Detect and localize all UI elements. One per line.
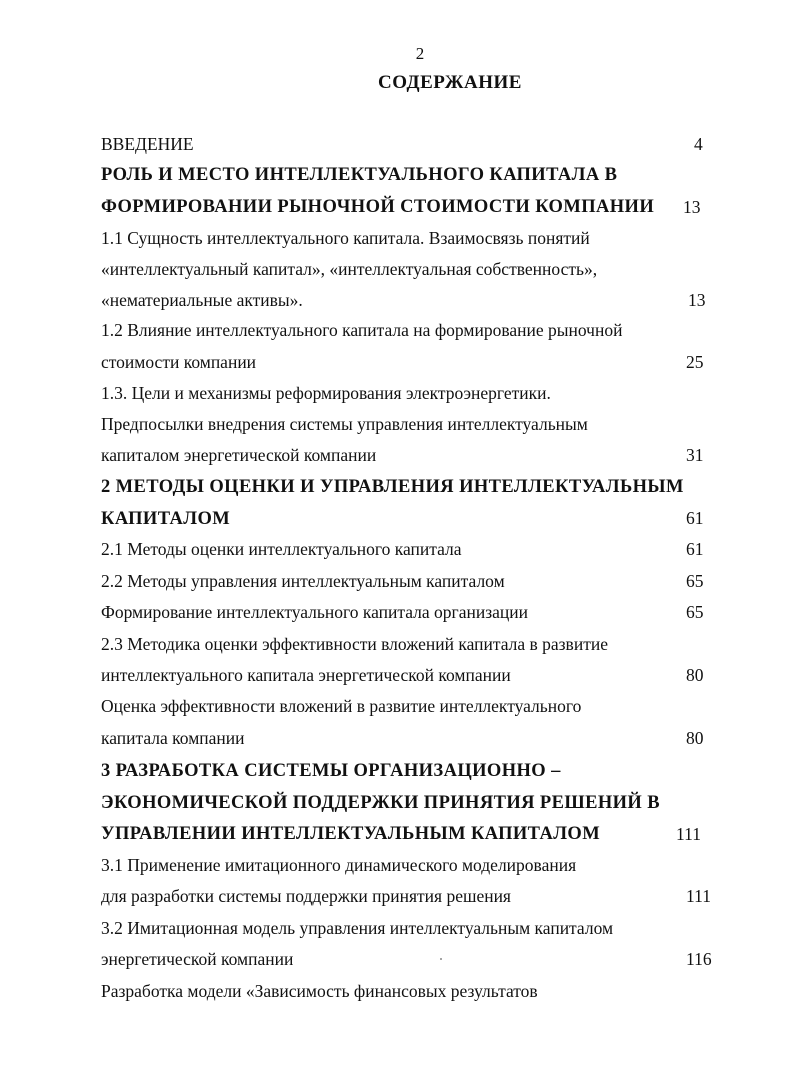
toc-section-2-1: 2.1 Методы оценки интеллектуального капитала xyxy=(101,539,462,559)
toc-page-number: 80 xyxy=(686,665,704,685)
toc-section-1-2-line-1: 1.2 Влияние интеллектуального капитала на формирование рыночной xyxy=(101,320,623,340)
toc-chapter-3-line-2: ЭКОНОМИЧЕСКОЙ ПОДДЕРЖКИ ПРИНЯТИЯ РЕШЕНИЙ В xyxy=(101,793,660,813)
toc-section-3-2-line-1: 3.2 Имитационная модель управления интеллектуальным капиталом xyxy=(101,918,614,938)
toc-page-number: 25 xyxy=(686,352,704,372)
toc-entry-introduction: ВВЕДЕНИЕ xyxy=(101,134,194,154)
toc-page-number: 13 xyxy=(688,290,706,310)
toc-chapter-1-line-1: РОЛЬ И МЕСТО ИНТЕЛЛЕКТУАЛЬНОГО КАПИТАЛА В xyxy=(101,165,618,185)
toc-chapter-2-line-2: КАПИТАЛОМ xyxy=(101,509,231,529)
toc-section-1-3-line-2: Предпосылки внедрения системы управления интеллектуальным xyxy=(101,414,588,434)
toc-chapter-2-line-1: 2 МЕТОДЫ ОЦЕНКИ И УПРАВЛЕНИЯ ИНТЕЛЛЕКТУАЛЬНЫМ xyxy=(101,477,684,497)
toc-subsection-3-2-line-1: Разработка модели «Зависимость финансовых результатов xyxy=(101,981,538,1001)
toc-section-2-2: 2.2 Методы управления интеллектуальным капиталом xyxy=(101,571,505,591)
toc-page-number: 111 xyxy=(686,886,711,906)
toc-subsection-2-3-line-2: капитала компании xyxy=(101,728,245,748)
toc-page-number: 116 xyxy=(686,949,712,969)
toc-chapter-1-line-2: ФОРМИРОВАНИИ РЫНОЧНОЙ СТОИМОСТИ КОМПАНИИ xyxy=(101,197,655,217)
toc-section-1-1-line-2: «интеллектуальный капитал», «интеллектуальная собственность», xyxy=(101,259,598,279)
page-title: СОДЕРЖАНИЕ xyxy=(378,72,522,93)
toc-section-1-2-line-2: стоимости компании xyxy=(101,352,257,372)
toc-page-number: 65 xyxy=(686,571,704,591)
toc-page-number: 31 xyxy=(686,445,704,465)
page-number: 2 xyxy=(415,44,425,63)
toc-page-number: 61 xyxy=(686,539,704,559)
toc-section-2-3-line-2: интеллектуального капитала энергетической компании xyxy=(101,665,511,685)
toc-section-3-2-line-2: энергетической компании xyxy=(101,949,294,969)
toc-section-1-1-line-1: 1.1 Сущность интеллектуального капитала. Взаимосвязь понятий xyxy=(101,228,590,248)
toc-page-number: 61 xyxy=(686,508,704,528)
scan-speck xyxy=(440,958,442,960)
toc-page-number: 65 xyxy=(686,602,704,622)
toc-section-3-1-line-1: 3.1 Применение имитационного динамического моделирования xyxy=(101,855,577,875)
toc-subsection-2-2: Формирование интеллектуального капитала организации xyxy=(101,602,528,622)
toc-page-number: 80 xyxy=(686,728,704,748)
toc-section-1-3-line-3: капиталом энергетической компании xyxy=(101,445,377,465)
toc-section-1-1-line-3: «нематериальные активы». xyxy=(101,290,303,310)
toc-section-3-1-line-2: для разработки системы поддержки принятия решения xyxy=(101,886,511,906)
toc-chapter-3-line-1: 3 РАЗРАБОТКА СИСТЕМЫ ОРГАНИЗАЦИОННО – xyxy=(101,761,561,781)
toc-subsection-2-3-line-1: Оценка эффективности вложений в развитие интеллектуального xyxy=(101,696,582,716)
toc-section-1-3-line-1: 1.3. Цели и механизмы реформирования электроэнергетики. xyxy=(101,383,551,403)
toc-page-number: 13 xyxy=(683,197,701,217)
toc-page-number: 111 xyxy=(676,824,701,844)
toc-section-2-3-line-1: 2.3 Методика оценки эффективности вложений капитала в развитие xyxy=(101,634,608,654)
toc-page-number: 4 xyxy=(694,134,703,154)
toc-chapter-3-line-3: УПРАВЛЕНИИ ИНТЕЛЛЕКТУАЛЬНЫМ КАПИТАЛОМ xyxy=(101,824,601,844)
